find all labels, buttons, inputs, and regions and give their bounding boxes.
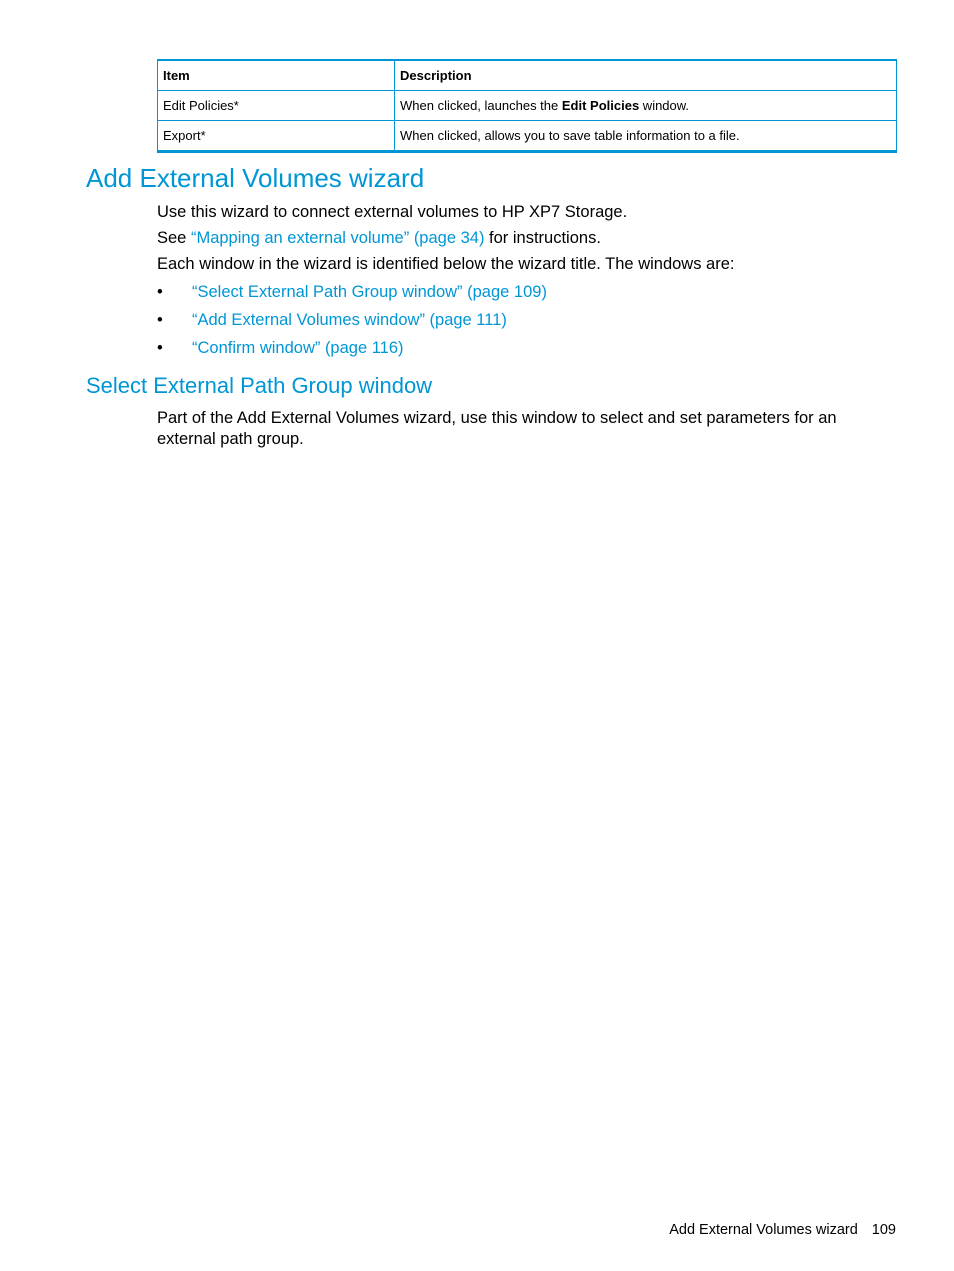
section-heading-add-external-volumes-wizard: Add External Volumes wizard [86,163,425,193]
instructions-paragraph: See “Mapping an external volume” (page 34) for instructions. [157,229,601,247]
mapping-external-volume-link[interactable]: “Mapping an external volume” (page 34) [190,229,485,247]
table-cell-item: Export* [158,121,395,152]
table-cell-description: When clicked, allows you to save table information to a file. [395,121,897,152]
select-external-path-group-link[interactable]: “Select External Path Group window” (page 109) [192,283,547,301]
section2-paragraph: Part of the Add External Volumes wizard, use this window to select and set parameters for an external path group. [157,409,837,448]
bullet-icon: • [157,283,163,301]
section-heading-select-external-path-group: Select External Path Group window [86,373,433,398]
bullet-icon: • [157,311,163,329]
intro-paragraph: Use this wizard to connect external volumes to HP XP7 Storage. [157,203,628,221]
windows-list-intro: Each window in the wizard is identified below the wizard title. The windows are: [157,255,735,273]
table-header-row [158,60,897,91]
page-footer [669,1222,896,1238]
table-row [158,91,897,121]
page-number: 109 [871,1222,896,1238]
bullet-icon: • [157,339,163,357]
table-cell-description: When clicked, launches the Edit Policies window. [395,91,897,121]
column-header-description: Description [395,60,897,91]
table-cell-item: Edit Policies* [158,91,395,121]
table-row [158,121,897,152]
confirm-window-link[interactable]: “Confirm window” (page 116) [192,339,404,357]
items-table [157,59,897,153]
column-header-item: Item [158,60,395,91]
footer-title: Add External Volumes wizard [669,1222,858,1238]
add-external-volumes-window-link[interactable]: “Add External Volumes window” (page 111) [192,311,507,329]
